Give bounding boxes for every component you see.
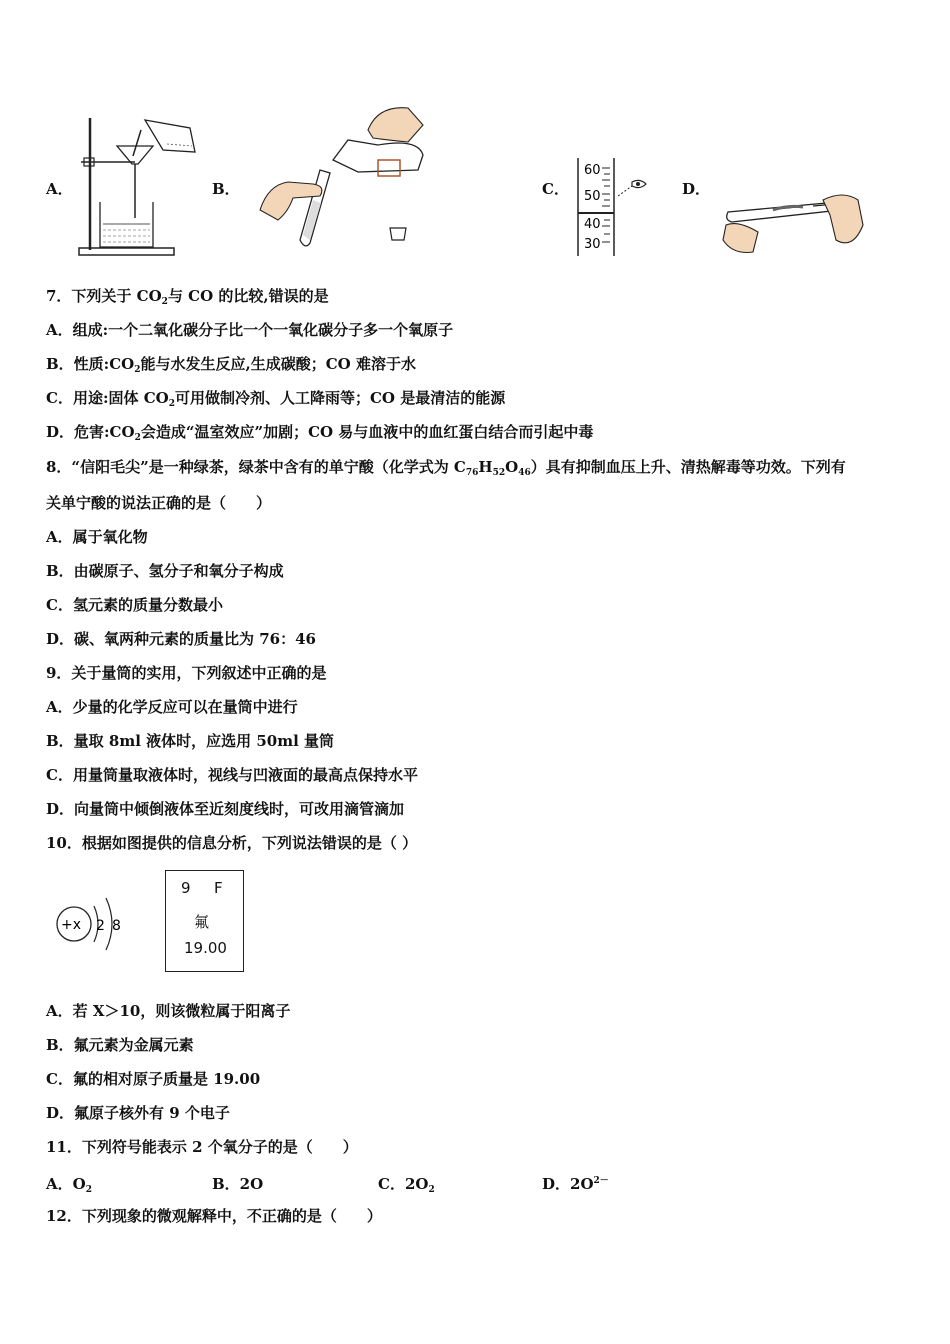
shell2-electrons: 8	[112, 918, 121, 934]
element-name: 氟	[194, 913, 210, 931]
q7-option-d: D．危害$:CO_2$会造成“温室效应”加剧；CO 易与血液中的血红蛋白结合而引起中毒	[46, 423, 594, 443]
cylinder-tick-60: 60	[584, 163, 601, 178]
q9-option-c: C．用量筒量取液体时，视线与凹液面的最高点保持水平	[46, 766, 418, 784]
cylinder-tick-50: 50	[584, 189, 601, 204]
figure-label-a: A．	[46, 180, 73, 198]
figure-label-c: C．	[542, 180, 569, 198]
q8-option-c: C．氢元素的质量分数最小	[46, 596, 223, 614]
atomic-structure-diagram	[50, 880, 140, 970]
q8-option-d: D．碳、氧两种元素的质量比为 76：46	[46, 630, 316, 648]
q11-option-b: B．2O	[212, 1175, 264, 1193]
figure-label-d: D．	[682, 180, 711, 198]
q11-option-c: C．$2O_2$	[378, 1175, 435, 1195]
q10-option-b: B．氟元素为金属元素	[46, 1036, 194, 1054]
pouring-liquid-figure	[258, 100, 433, 255]
q10-option-c: C．氟的相对原子质量是 19.00	[46, 1070, 261, 1088]
figure-label-b: B．	[212, 180, 240, 198]
q11-stem: 11．下列符号能表示 2 个氧分子的是（ ）	[46, 1138, 358, 1156]
element-number: 9	[181, 879, 191, 897]
q9-option-d: D．向量筒中倾倒液体至近刻度线时，可改用滴管滴加	[46, 800, 405, 818]
shell1-electrons: 2	[96, 918, 105, 934]
q11-option-d: D．$2O^{2-}$	[542, 1175, 609, 1193]
q7-stem: 7．下列关于 $CO_2$与 CO 的比较,错误的是	[46, 287, 329, 307]
q8-option-b: B．由碳原子、氢分子和氧分子构成	[46, 562, 284, 580]
q8-stem-line2: 关单宁酸的说法正确的是（ ）	[46, 494, 272, 512]
cylinder-reading-figure	[574, 158, 654, 258]
cylinder-tick-40: 40	[584, 217, 601, 232]
element-mass: 19.00	[184, 939, 227, 957]
cylinder-tick-30: 30	[584, 237, 601, 252]
nucleus-charge-label: +x	[61, 917, 82, 933]
q8-option-a: A．属于氧化物	[46, 528, 148, 546]
q7-option-a: A．组成:一个二氧化碳分子比一个一氧化碳分子多一个氧原子	[46, 321, 454, 339]
q8-stem-line1: 8．“信阳毛尖”是一种绿茶，绿茶中含有的单宁酸（化学式为 $C_{76}H_{52}O_{46}$）具有抑制血压上升、清热解毒等功效。下列有	[46, 458, 846, 478]
q9-stem: 9．关于量筒的实用，下列叙述中正确的是	[46, 664, 327, 682]
q11-option-a: A．$O_2$	[46, 1175, 92, 1195]
element-symbol: F	[214, 879, 223, 897]
q9-option-a: A．少量的化学反应可以在量筒中进行	[46, 698, 298, 716]
q10-option-d: D．氟原子核外有 9 个电子	[46, 1104, 230, 1122]
q7-option-c: C．用途:固体 $CO_2$可用做制冷剂、人工降雨等；CO 是最清洁的能源	[46, 389, 506, 409]
filtration-apparatus-figure	[75, 100, 210, 260]
q10-option-a: A．若 X＞10，则该微粒属于阳离子	[46, 1002, 291, 1020]
periodic-table-cell	[165, 870, 244, 972]
q9-option-b: B．量取 8ml 液体时，应选用 50ml 量筒	[46, 732, 335, 750]
q10-stem: 10．根据如图提供的信息分析，下列说法错误的是（ ）	[46, 834, 418, 852]
q7-option-b: B．性质$:CO_2$能与水发生反应,生成碳酸；CO 难溶于水	[46, 355, 416, 375]
hands-test-tube-figure	[718, 180, 868, 260]
q12-stem: 12．下列现象的微观解释中，不正确的是（ ）	[46, 1207, 382, 1225]
